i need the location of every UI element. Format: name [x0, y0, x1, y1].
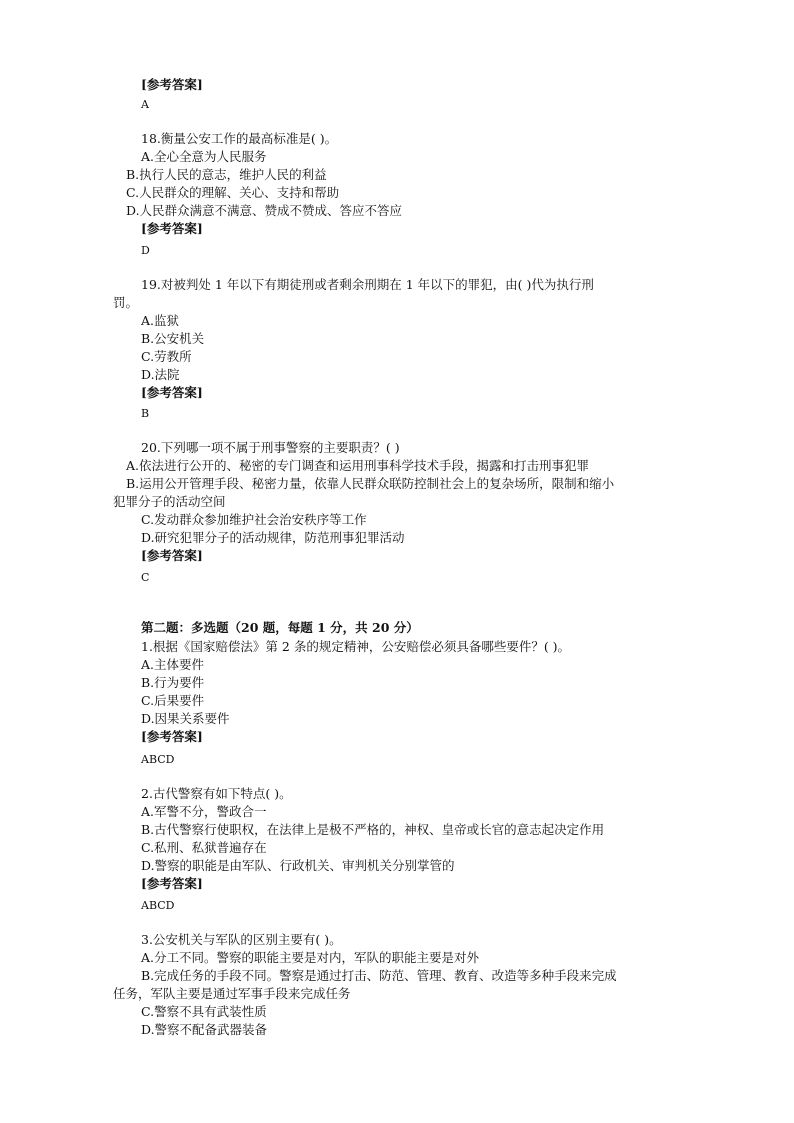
option-d: D.因果关系要件 — [141, 711, 230, 726]
answer-heading: [参考答案] — [141, 221, 203, 236]
question-stem: 20.下列哪一项不属于刑事警察的主要职责？( ) — [141, 440, 400, 455]
section-title: 第二题：多选题（20 题，每题 1 分，共 20 分） — [141, 620, 419, 635]
option-b: B.行为要件 — [141, 675, 205, 690]
option-b: B.公安机关 — [141, 331, 205, 346]
option-a: A.监狱 — [141, 313, 180, 328]
option-a: A.分工不同。警察的职能主要是对内，军队的职能主要是对外 — [141, 950, 480, 965]
answer-value: B — [141, 407, 150, 420]
question-stem: 3.公安机关与军队的区别主要有( )。 — [141, 932, 342, 947]
option-c: C.劳教所 — [141, 349, 192, 364]
question-stem: 18.衡量公安工作的最高标准是( )。 — [141, 131, 338, 146]
question-stem: 19.对被判处 1 年以下有期徒刑或者剩余刑期在 1 年以下的罪犯，由( )代为执行刑 — [141, 277, 594, 292]
option-d: D.警察的职能是由军队、行政机关、审判机关分别掌管的 — [141, 858, 455, 873]
option-b: B.执行人民的意志，维护人民的利益 — [126, 167, 327, 182]
option-c: C.后果要件 — [141, 693, 205, 708]
question-stem-continued: 罚。 — [113, 295, 139, 310]
option-b: B.完成任务的手段不同。警察是通过打击、防范、管理、教育、改造等多种手段来完成 — [141, 968, 617, 983]
option-b: B.古代警察行使职权，在法律上是极不严格的，神权、皇帝或长官的意志起决定作用 — [141, 822, 605, 837]
option-c: C.私刑、私狱普遍存在 — [141, 840, 267, 855]
option-d: D.警察不配备武器装备 — [141, 1022, 268, 1037]
answer-heading: [参考答案] — [141, 548, 203, 563]
option-b-continued: 任务，军队主要是通过军事手段来完成任务 — [113, 986, 351, 1001]
option-c: C.警察不具有武装性质 — [141, 1004, 267, 1019]
option-d: D.研究犯罪分子的活动规律，防范刑事犯罪活动 — [141, 530, 405, 545]
option-c: C.人民群众的理解、关心、支持和帮助 — [126, 185, 340, 200]
answer-heading: [参考答案] — [141, 385, 203, 400]
option-a: A.全心全意为人民服务 — [141, 149, 267, 164]
answer-heading: [参考答案] — [141, 77, 203, 92]
answer-heading: [参考答案] — [141, 876, 203, 891]
option-d: D.法院 — [141, 367, 180, 382]
answer-value: A — [141, 98, 149, 111]
answer-value: ABCD — [141, 753, 175, 766]
answer-value: D — [141, 244, 150, 257]
option-d: D.人民群众满意不满意、赞成不赞成、答应不答应 — [126, 203, 403, 218]
option-c: C.发动群众参加维护社会治安秩序等工作 — [141, 512, 367, 527]
option-a: A.主体要件 — [141, 657, 205, 672]
question-stem: 1.根据《国家赔偿法》第 2 条的规定精神，公安赔偿必须具备哪些要件？( )。 — [141, 639, 571, 654]
option-a: A.军警不分，警政合一 — [141, 804, 267, 819]
option-b: B.运用公开管理手段、秘密力量，依靠人民群众联防控制社会上的复杂场所，限制和缩小 — [126, 476, 615, 491]
option-b-continued: 犯罪分子的活动空间 — [113, 494, 226, 509]
answer-value: ABCD — [141, 899, 175, 912]
answer-heading: [参考答案] — [141, 729, 203, 744]
option-a: A.依法进行公开的、秘密的专门调查和运用刑事科学技术手段，揭露和打击刑事犯罪 — [126, 458, 590, 473]
answer-value: C — [141, 571, 150, 584]
question-stem: 2.古代警察有如下特点( )。 — [141, 786, 292, 801]
